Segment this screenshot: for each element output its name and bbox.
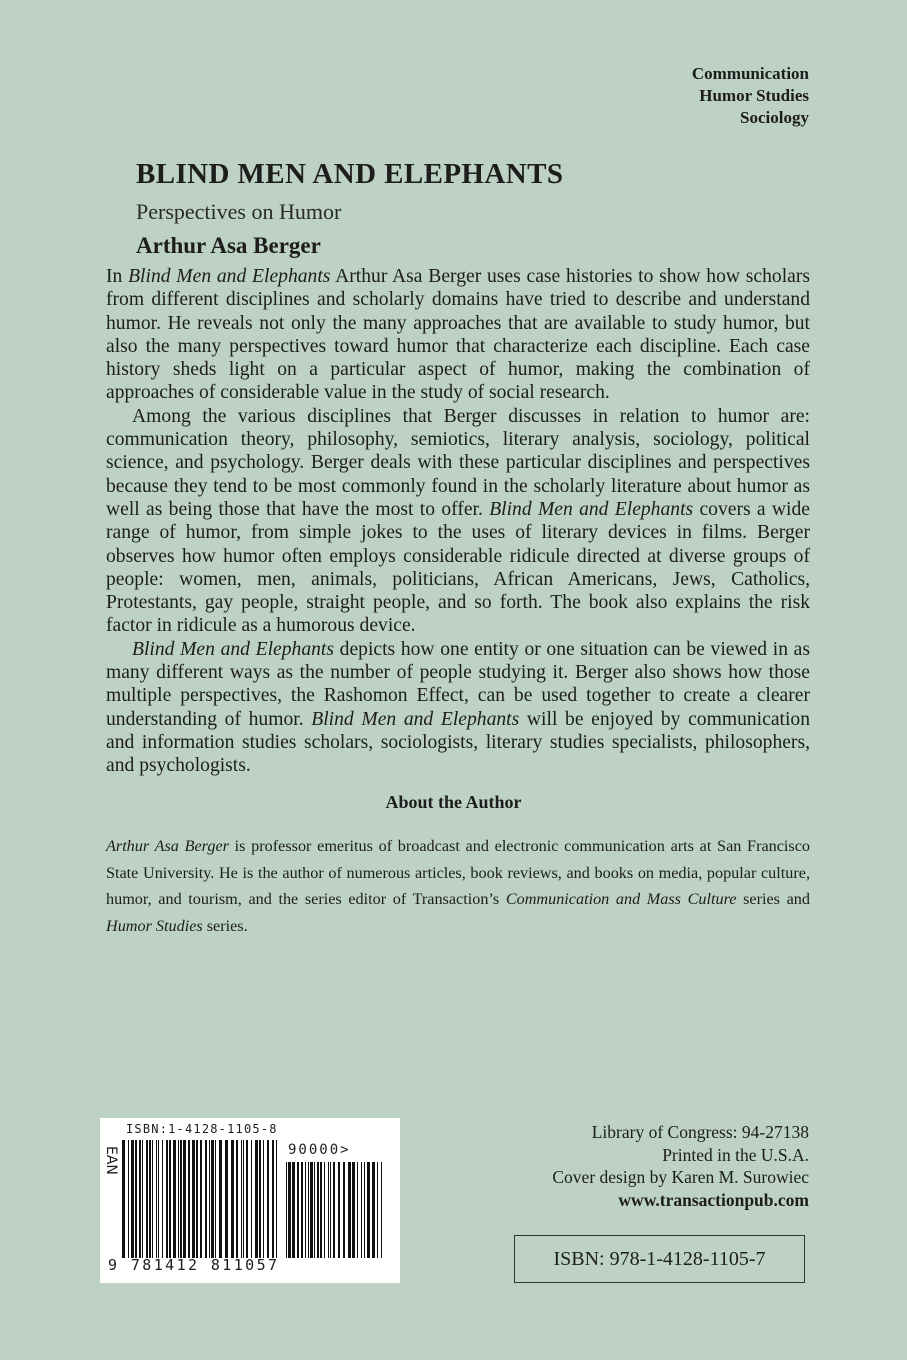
barcode-bar — [357, 1162, 358, 1258]
barcode-bar — [152, 1140, 153, 1258]
barcode-bar — [131, 1140, 134, 1258]
barcode-addon-bars — [286, 1162, 386, 1258]
barcode-bar — [243, 1140, 244, 1258]
description-paragraph-1: In Blind Men and Elephants Arthur Asa Berger uses case histories to show how scholars from different disciplines and scholarly domains have tried to describe and understand humor. He reveals not only the many approaches that are available to study humor, but also the many perspectives toward humor that characterize each discipline. Each case history sheds light on a particular aspect of humor, making the combination of approaches of considerable value in the study of social research. — [106, 266, 810, 404]
barcode-bar — [178, 1140, 179, 1258]
barcode-bar — [135, 1140, 137, 1258]
barcode-bar — [276, 1140, 277, 1258]
barcode-bar — [263, 1140, 264, 1258]
barcode-bar — [297, 1162, 299, 1258]
barcode-bar — [328, 1162, 329, 1258]
book-description — [106, 265, 810, 778]
barcode-bar — [139, 1140, 141, 1258]
barcode-bar — [196, 1140, 198, 1258]
barcode-bar — [377, 1162, 378, 1258]
barcode-isbn10: ISBN:1-4128-1105-8 — [126, 1122, 278, 1136]
subject-categories — [692, 63, 809, 129]
publisher-website: www.transactionpub.com — [618, 1189, 809, 1210]
barcode-bar — [259, 1140, 261, 1258]
barcode-bar — [236, 1140, 238, 1258]
barcode-bar — [352, 1162, 355, 1258]
subject-humor-studies: Humor Studies — [699, 86, 809, 105]
barcode-bar — [180, 1140, 182, 1258]
barcode-bar — [305, 1162, 306, 1258]
barcode-bar — [292, 1162, 295, 1258]
library-of-congress: Library of Congress: 94-27138 — [591, 1122, 809, 1142]
barcode-bar — [301, 1162, 303, 1258]
barcode-bar — [192, 1140, 195, 1258]
barcode-bar — [158, 1140, 159, 1258]
barcode-bar — [156, 1140, 157, 1258]
barcode-bar — [338, 1162, 340, 1258]
barcode-bar — [205, 1140, 207, 1258]
barcode-bar — [381, 1162, 382, 1258]
barcode-bar — [267, 1140, 269, 1258]
barcode-bar — [183, 1140, 186, 1258]
barcode-bar — [330, 1162, 331, 1258]
book-title: BLIND MEN AND ELEPHANTS — [136, 158, 564, 190]
barcode-bar — [209, 1140, 210, 1258]
barcode-bar — [173, 1140, 176, 1258]
cover-design: Cover design by Karen M. Surowiec — [552, 1167, 809, 1187]
barcode-bar — [142, 1140, 143, 1258]
barcode-bar — [372, 1162, 375, 1258]
barcode-addon-digits: 90000> — [288, 1142, 351, 1158]
barcode-bar — [343, 1162, 345, 1258]
barcode-bar — [348, 1162, 351, 1258]
isbn-box — [514, 1235, 805, 1283]
book-subtitle: Perspectives on Humor — [136, 199, 342, 224]
barcode-ean-label: EAN — [103, 1146, 119, 1175]
barcode-bar — [272, 1140, 274, 1258]
barcode-bar — [314, 1162, 315, 1258]
barcode-bar — [286, 1162, 287, 1258]
isbn-13: ISBN: 978-1-4128-1105-7 — [553, 1247, 766, 1270]
book-author: Arthur Asa Berger — [136, 233, 321, 258]
barcode-bar — [215, 1140, 216, 1258]
barcode-bar — [188, 1140, 190, 1258]
barcode-ean-digits: 9 781412 811057 — [108, 1256, 280, 1274]
barcode-bar — [231, 1140, 234, 1258]
barcode-bar — [200, 1140, 202, 1258]
barcode-bar — [333, 1162, 335, 1258]
barcode-bar — [308, 1162, 309, 1258]
barcode-bar — [146, 1140, 148, 1258]
barcode — [100, 1118, 400, 1283]
barcode-bar — [162, 1140, 163, 1258]
subject-sociology: Sociology — [740, 108, 809, 127]
barcode-bar — [225, 1140, 228, 1258]
barcode-bar — [241, 1140, 242, 1258]
barcode-bar — [128, 1140, 129, 1258]
subject-communication: Communication — [691, 64, 809, 83]
description-paragraph-2: Among the various disciplines that Berger discusses in relation to humor are: communication theory, philosophy, semiotics, literary analysis, sociology, political science, and psychology. Berger deals with these particular disciplines and perspectives because they tend to be most commonly found in the scholarly literature about humor as well as being those that have the most to offer. Blind Men and Elephants covers a wide range of humor, from simple jokes to the uses of literary devices in films. Berger observes how humor often employs considerable ridicule directed at diverse groups of people: women, men, animals, politicians, African Americans, Jews, Catholics, Protestants, gay people, straight people, and so forth. The book also explains the risk factor in ridicule as a humorous device. — [106, 405, 810, 637]
barcode-bar — [122, 1140, 125, 1258]
barcode-main-bars — [122, 1140, 282, 1258]
barcode-bar — [364, 1162, 365, 1258]
barcode-bar — [166, 1140, 168, 1258]
barcode-bar — [324, 1162, 325, 1258]
barcode-bar — [317, 1162, 319, 1258]
barcode-bar — [310, 1162, 313, 1258]
barcode-bar — [251, 1140, 252, 1258]
about-author-heading: About the Author — [385, 792, 522, 812]
barcode-bar — [169, 1140, 171, 1258]
printed-in: Printed in the U.S.A. — [662, 1144, 809, 1165]
barcode-bar — [320, 1162, 322, 1258]
barcode-bar — [361, 1162, 362, 1258]
barcode-bar — [211, 1140, 214, 1258]
barcode-bar — [246, 1140, 248, 1258]
description-paragraph-3: Blind Men and Elephants depicts how one entity or one situation can be viewed in as many different ways as the number of people studying it. Berger also shows how those multiple perspectives, the Rashomon Effect, can be used together to create a clearer understanding of humor. Blind Men and Elephants will be enjoyed by communication and information studies scholars, sociologists, literary studies specialists, philosophers, and psychologists. — [106, 638, 810, 777]
barcode-bar — [288, 1162, 291, 1258]
barcode-bar — [149, 1140, 151, 1258]
barcode-bar — [219, 1140, 222, 1258]
barcode-bar — [255, 1140, 258, 1258]
author-bio: Arthur Asa Berger is professor emeritus of broadcast and electronic communication arts at San Francisco State University. He is the author of numerous articles, book reviews, and books on media, popular culture, humor, and tourism, and the series editor of Transaction’s Communication and Mass Culture series and Humor Studies series. — [106, 837, 810, 935]
barcode-bar — [367, 1162, 370, 1258]
publication-credits — [552, 1121, 809, 1211]
